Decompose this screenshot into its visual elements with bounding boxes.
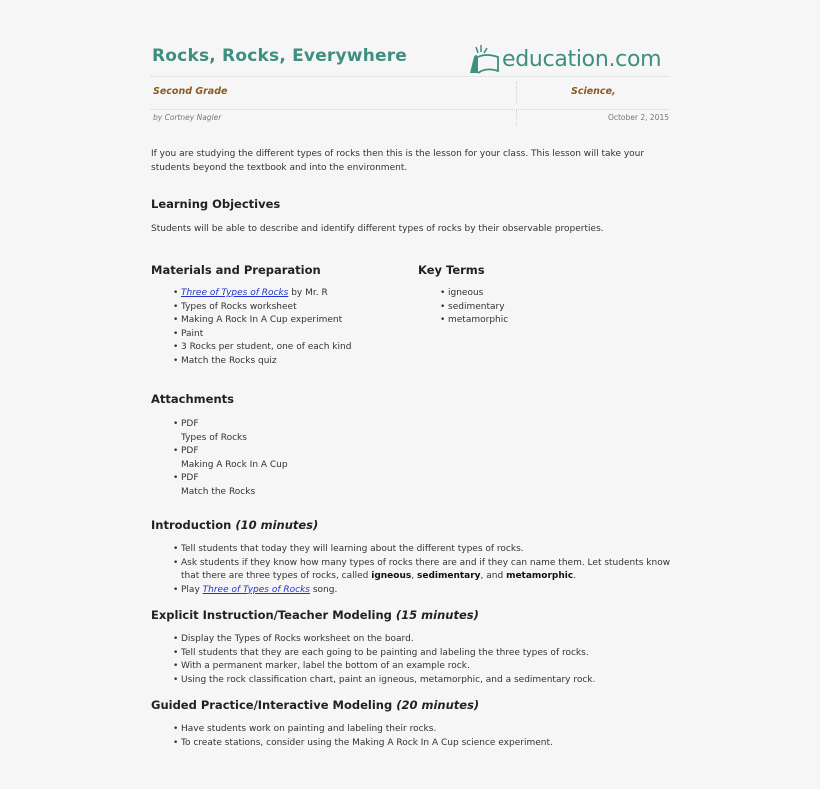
- duration: (20 minutes): [396, 698, 480, 712]
- text: sedimentary: [448, 301, 505, 312]
- text: Paint: [181, 328, 204, 339]
- subject-label: Science,: [571, 86, 616, 97]
- list-item: [181, 472, 288, 499]
- lesson-title: Rocks, Rocks, Everywhere: [152, 46, 408, 66]
- list-item: [181, 445, 288, 472]
- date: October 2, 2015: [607, 113, 669, 122]
- key-terms-heading: Key Terms: [418, 263, 485, 277]
- text: Tell students that they are each going to be painting and labeling the three types of rocks.: [181, 647, 589, 658]
- list-item: [448, 287, 508, 301]
- logo-text: education: [502, 46, 609, 72]
- list-item: [181, 301, 351, 315]
- text: 3 Rocks per student, one of each kind: [181, 342, 352, 352]
- introduction-heading: Introduction (10 minutes): [151, 518, 319, 532]
- education-logo: [468, 42, 661, 76]
- text: song.: [310, 584, 338, 595]
- list-item: [181, 660, 691, 674]
- list-item: [181, 584, 691, 598]
- key-terms-list: [418, 287, 508, 328]
- list-item: [181, 543, 691, 557]
- intro-paragraph: If you are studying the different types of rocks then this is the lesson for your class. This lesson will take your students beyond the textbook and into the environment.: [151, 149, 645, 173]
- explicit-list: [151, 633, 691, 687]
- materials-list: [151, 287, 351, 368]
- text: Play: [181, 584, 203, 595]
- logo-suffix: .com: [608, 46, 662, 72]
- duration: (10 minutes): [235, 518, 319, 532]
- text: Using the rock classification chart, paint an igneous, metamorphic, and a sedimentary rock.: [181, 674, 596, 685]
- text: Match the Rocks quiz: [181, 355, 277, 366]
- list-item: [181, 418, 288, 445]
- list-item: [181, 355, 351, 369]
- text: With a permanent marker, label the bottom of an example rock.: [181, 661, 470, 671]
- list-item: [181, 287, 351, 301]
- list-item: [448, 314, 508, 328]
- text: PDF: [181, 446, 199, 456]
- objectives-text: Students will be able to describe and identify different types of rocks by their observable properties.: [151, 224, 604, 234]
- grade-label: Second Grade: [153, 86, 228, 97]
- attachment-name[interactable]: Types of Rocks: [181, 432, 247, 443]
- bold-term: metamorphic: [506, 571, 574, 581]
- author: by Cortney Nagler: [153, 113, 222, 122]
- list-item: [181, 647, 691, 661]
- text: Display the Types of Rocks worksheet on the board.: [181, 634, 414, 644]
- text: , and: [480, 571, 507, 581]
- book-reader-icon: [468, 43, 502, 75]
- list-item: [181, 633, 691, 647]
- text: Ask students if they know how many types of rocks there are and if they can name them. Let students know that there are three types of rocks, called: [181, 557, 671, 581]
- attachments-list: [151, 418, 288, 499]
- duration: (15 minutes): [395, 608, 479, 622]
- divider: [151, 76, 669, 77]
- text: Types of Rocks worksheet: [181, 301, 297, 312]
- text: To create stations, consider using the Making A Rock In A Cup science experiment.: [181, 737, 553, 748]
- list-item: [181, 314, 351, 328]
- explicit-heading: Explicit Instruction/Teacher Modeling (15 minutes): [151, 608, 479, 622]
- text: igneous: [448, 288, 484, 298]
- guided-heading: Guided Practice/Interactive Modeling (20 minutes): [151, 698, 480, 712]
- link[interactable]: Three of Types of Rocks: [181, 288, 289, 298]
- text: PDF: [181, 473, 199, 483]
- link[interactable]: Three of Types of Rocks: [202, 584, 310, 595]
- bold-term: sedimentary: [416, 571, 481, 581]
- materials-heading: Materials and Preparation: [151, 263, 321, 277]
- list-item: [181, 557, 691, 584]
- divider: [516, 82, 517, 104]
- text: by Mr. R: [288, 288, 328, 298]
- attachment-name[interactable]: Making A Rock In A Cup: [181, 459, 288, 470]
- text: .: [573, 571, 577, 581]
- text: PDF: [181, 419, 199, 429]
- list-item: [181, 723, 691, 737]
- attachment-name[interactable]: Match the Rocks: [181, 486, 256, 497]
- text: Making A Rock In A Cup experiment: [181, 315, 343, 325]
- text: Have students work on painting and labeling their rocks.: [181, 724, 437, 734]
- list-item: [448, 301, 508, 315]
- objectives-heading: Learning Objectives: [151, 197, 281, 211]
- attachments-heading: Attachments: [151, 392, 234, 406]
- list-item: [181, 674, 691, 688]
- bold-term: igneous: [371, 571, 412, 581]
- text: Tell students that today they will learning about the different types of rocks.: [181, 544, 524, 554]
- guided-list: [151, 723, 691, 750]
- introduction-list: [151, 543, 691, 597]
- text: metamorphic: [448, 315, 509, 325]
- list-item: [181, 341, 351, 355]
- list-item: [181, 737, 691, 751]
- list-item: [181, 328, 351, 342]
- divider: [516, 110, 517, 126]
- text: ,: [411, 571, 417, 581]
- divider: [151, 109, 669, 110]
